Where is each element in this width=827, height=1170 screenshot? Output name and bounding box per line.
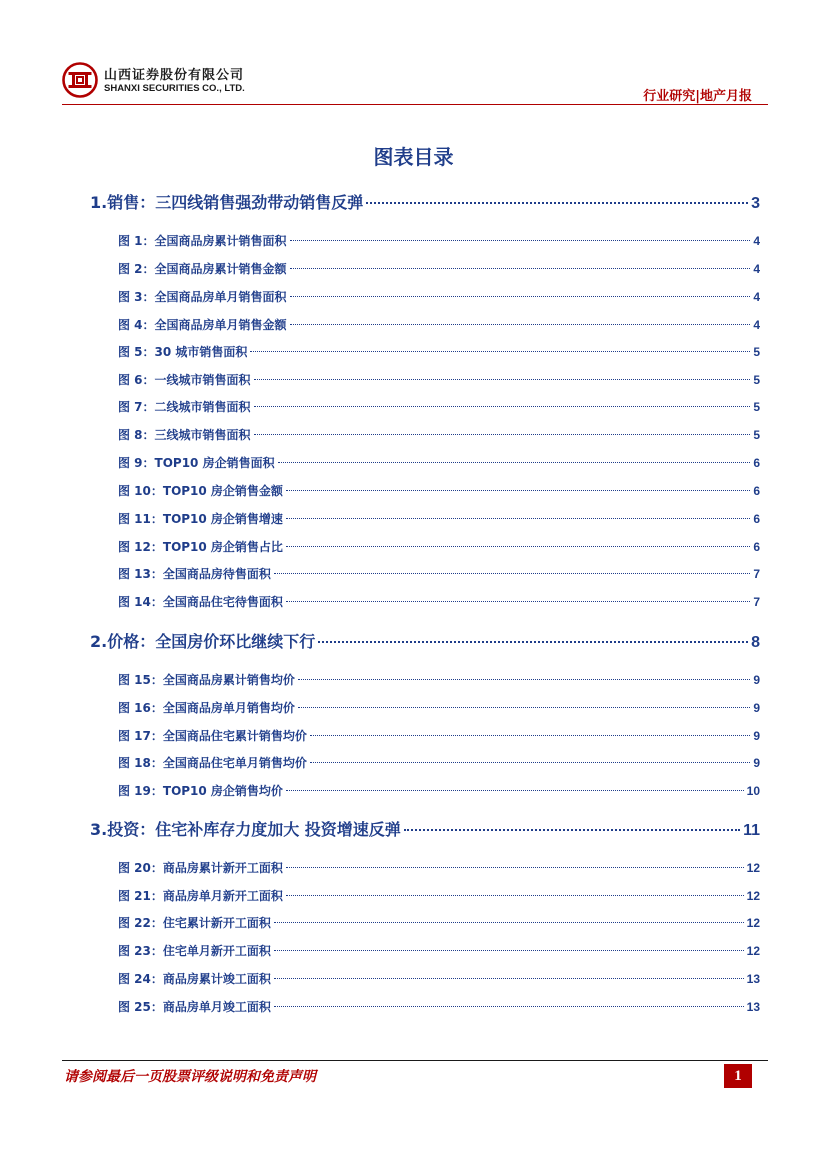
toc-page-number: 3 bbox=[751, 195, 760, 212]
toc-entry[interactable] bbox=[118, 782, 760, 799]
dot-leader bbox=[366, 202, 748, 204]
toc-entry-label: 图 12：TOP10 房企销售占比 bbox=[118, 540, 283, 554]
toc-page-number: 4 bbox=[753, 234, 760, 248]
report-type-label: 行业研究|地产月报 bbox=[643, 89, 752, 104]
toc-entry-label: 图 4：全国商品房单月销售金额 bbox=[118, 318, 287, 332]
toc-entry[interactable] bbox=[118, 727, 760, 744]
dot-leader bbox=[274, 573, 750, 574]
toc-section-title: 3.投资：住宅补库存力度加大 投资增速反弹 bbox=[90, 820, 401, 839]
toc-page-number: 6 bbox=[753, 512, 760, 526]
toc-entry-label: 图 2：全国商品房累计销售金额 bbox=[118, 262, 287, 276]
toc-entry[interactable] bbox=[118, 565, 760, 582]
dot-leader bbox=[286, 490, 750, 491]
company-name-cn: 山西证券股份有限公司 bbox=[104, 68, 245, 83]
toc-entry-label: 图 9：TOP10 房企销售面积 bbox=[118, 456, 275, 470]
toc-section-title: 2.价格：全国房价环比继续下行 bbox=[90, 632, 316, 651]
toc-section-1[interactable] bbox=[90, 190, 760, 213]
toc-page-number: 10 bbox=[746, 784, 760, 798]
toc-entry-label: 图 19：TOP10 房企销售均价 bbox=[118, 784, 283, 798]
toc-entry[interactable] bbox=[118, 914, 760, 931]
toc-entry[interactable] bbox=[118, 538, 760, 555]
dot-leader bbox=[254, 434, 751, 435]
toc-page-number: 9 bbox=[753, 729, 760, 743]
dot-leader bbox=[298, 679, 750, 680]
toc-page-number: 8 bbox=[751, 634, 760, 651]
toc-entry-label: 图 6：一线城市销售面积 bbox=[118, 373, 251, 387]
dot-leader bbox=[310, 735, 750, 736]
dot-leader bbox=[286, 601, 750, 602]
toc-entry-label: 图 8：三线城市销售面积 bbox=[118, 428, 251, 442]
toc-title: 图表目录 bbox=[373, 145, 454, 169]
dot-leader bbox=[290, 296, 751, 297]
dot-leader bbox=[274, 978, 744, 979]
dot-leader bbox=[290, 324, 751, 325]
toc-page-number: 13 bbox=[746, 972, 760, 986]
toc-entry[interactable] bbox=[118, 426, 760, 443]
toc-entry-label: 图 14：全国商品住宅待售面积 bbox=[118, 595, 283, 609]
toc-entry[interactable] bbox=[118, 510, 760, 527]
footer-divider bbox=[62, 1060, 768, 1061]
toc-page-number: 11 bbox=[743, 822, 760, 839]
toc-page-number: 5 bbox=[753, 345, 760, 359]
toc-page-number: 13 bbox=[746, 1000, 760, 1014]
dot-leader bbox=[290, 240, 751, 241]
toc-page-number: 6 bbox=[753, 540, 760, 554]
toc-page-number: 12 bbox=[746, 944, 760, 958]
dot-leader bbox=[274, 950, 744, 951]
dot-leader bbox=[274, 1006, 744, 1007]
dot-leader bbox=[274, 922, 744, 923]
header-divider bbox=[62, 104, 768, 105]
toc-entry-label: 图 23：住宅单月新开工面积 bbox=[118, 944, 271, 958]
toc-entry[interactable] bbox=[118, 593, 760, 610]
company-name-en: SHANXI SECURITIES CO., LTD. bbox=[104, 83, 245, 94]
toc-entry-label: 图 24：商品房累计竣工面积 bbox=[118, 972, 271, 986]
toc-entry-label: 图 20：商品房累计新开工面积 bbox=[118, 861, 283, 875]
dot-leader bbox=[278, 462, 751, 463]
toc-page-number: 5 bbox=[753, 428, 760, 442]
dot-leader bbox=[286, 867, 744, 868]
toc-entry[interactable] bbox=[118, 754, 760, 771]
toc-page-number: 9 bbox=[753, 756, 760, 770]
disclaimer-link[interactable]: 请参阅最后一页股票评级说明和免责声明 bbox=[64, 1069, 316, 1085]
toc-entry-label: 图 13：全国商品房待售面积 bbox=[118, 567, 271, 581]
toc-entry[interactable] bbox=[118, 260, 760, 277]
toc-entry[interactable] bbox=[118, 482, 760, 499]
toc-section-2[interactable] bbox=[90, 629, 760, 652]
toc-entry-label: 图 17：全国商品住宅累计销售均价 bbox=[118, 729, 307, 743]
toc-entry-label: 图 10：TOP10 房企销售金额 bbox=[118, 484, 283, 498]
toc-entry-label: 图 1：全国商品房累计销售面积 bbox=[118, 234, 287, 248]
page-number-badge: 1 bbox=[724, 1064, 752, 1088]
page-header bbox=[62, 58, 762, 108]
toc-entry[interactable] bbox=[118, 671, 760, 688]
toc-entry-label: 图 22：住宅累计新开工面积 bbox=[118, 916, 271, 930]
toc-page-number: 6 bbox=[753, 456, 760, 470]
toc-section-3[interactable] bbox=[90, 817, 760, 840]
toc-entry[interactable] bbox=[118, 371, 760, 388]
dot-leader bbox=[298, 707, 750, 708]
dot-leader bbox=[250, 351, 750, 352]
toc-entry[interactable] bbox=[118, 998, 760, 1015]
toc-page-number: 12 bbox=[746, 861, 760, 875]
toc-page-number: 7 bbox=[753, 567, 760, 581]
dot-leader bbox=[286, 790, 744, 791]
toc-entry[interactable] bbox=[118, 398, 760, 415]
toc-page-number: 4 bbox=[753, 262, 760, 276]
toc-page-number: 12 bbox=[746, 916, 760, 930]
toc-entry-label: 图 18：全国商品住宅单月销售均价 bbox=[118, 756, 307, 770]
toc-entry[interactable] bbox=[118, 343, 760, 360]
toc-entry-label: 图 7：二线城市销售面积 bbox=[118, 400, 251, 414]
toc-entry-label: 图 5：30 城市销售面积 bbox=[118, 345, 248, 359]
shanxi-securities-logo-icon bbox=[62, 62, 98, 98]
toc-page-number: 7 bbox=[753, 595, 760, 609]
toc-page-number: 6 bbox=[753, 484, 760, 498]
toc-entry-label: 图 16：全国商品房单月销售均价 bbox=[118, 701, 295, 715]
toc-entry[interactable] bbox=[118, 970, 760, 987]
toc-entry-label: 图 15：全国商品房累计销售均价 bbox=[118, 673, 295, 687]
toc-entry[interactable] bbox=[118, 699, 760, 716]
dot-leader bbox=[318, 641, 748, 643]
toc-entry[interactable] bbox=[118, 232, 760, 249]
toc-page-number: 4 bbox=[753, 318, 760, 332]
toc-entry[interactable] bbox=[118, 288, 760, 305]
toc-page-number: 5 bbox=[753, 400, 760, 414]
toc-entry[interactable] bbox=[118, 942, 760, 959]
dot-leader bbox=[286, 518, 750, 519]
toc-entry-label: 图 25：商品房单月竣工面积 bbox=[118, 1000, 271, 1014]
dot-leader bbox=[286, 895, 744, 896]
toc-page-number: 5 bbox=[753, 373, 760, 387]
toc-section-title: 1.销售：三四线销售强劲带动销售反弹 bbox=[90, 193, 364, 212]
dot-leader bbox=[310, 762, 750, 763]
toc-entry[interactable] bbox=[118, 316, 760, 333]
toc-page-number: 12 bbox=[746, 889, 760, 903]
dot-leader bbox=[254, 406, 751, 407]
dot-leader bbox=[290, 268, 751, 269]
toc-page-number: 9 bbox=[753, 701, 760, 715]
toc-entry[interactable] bbox=[118, 454, 760, 471]
dot-leader bbox=[286, 546, 750, 547]
toc-entry-label: 图 11：TOP10 房企销售增速 bbox=[118, 512, 283, 526]
toc-entry[interactable] bbox=[118, 887, 760, 904]
dot-leader bbox=[404, 829, 740, 831]
toc-entry[interactable] bbox=[118, 859, 760, 876]
toc-page-number: 9 bbox=[753, 673, 760, 687]
dot-leader bbox=[254, 379, 751, 380]
toc-page-number: 4 bbox=[753, 290, 760, 304]
toc-entry-label: 图 21：商品房单月新开工面积 bbox=[118, 889, 283, 903]
toc-entry-label: 图 3：全国商品房单月销售面积 bbox=[118, 290, 287, 304]
